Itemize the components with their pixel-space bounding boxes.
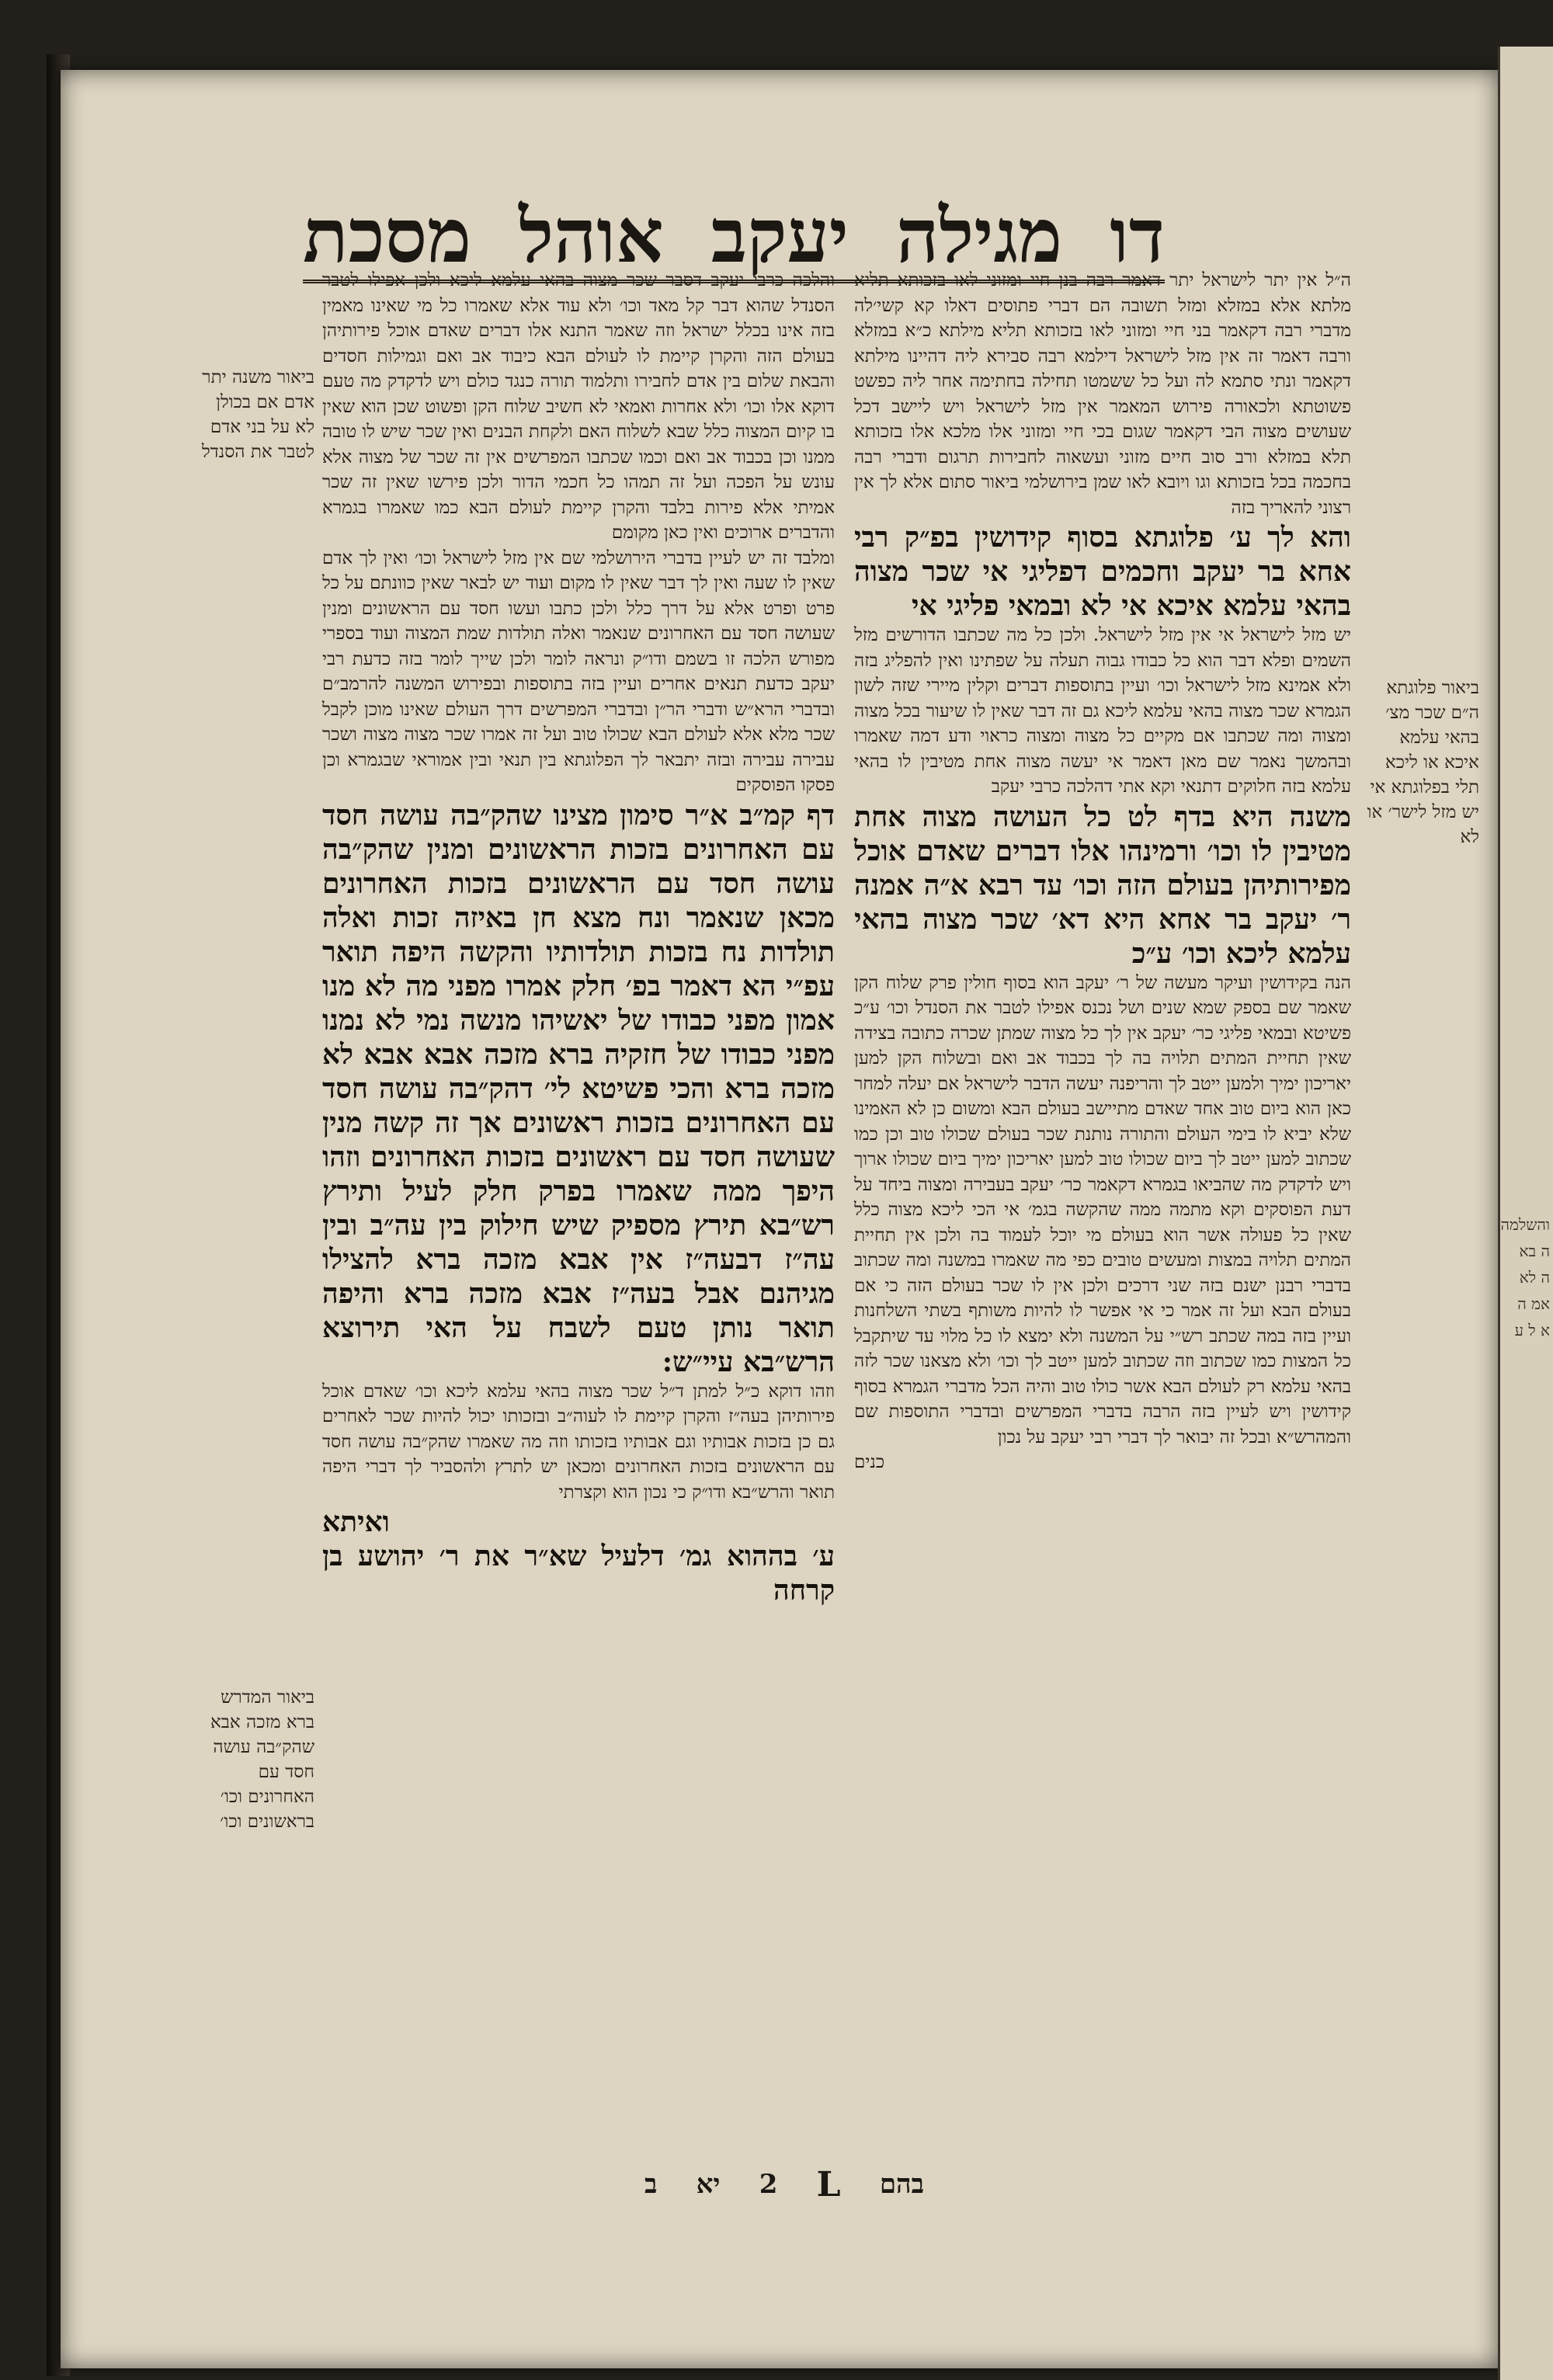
left-column-heading-end: ואיתא — [322, 1506, 390, 1538]
right-column-mishnah: משנה היא בדף לט כל העושה מצוה אחת מטיבין לו וכו׳ ורמינהו אלו דברים שאדם אוכל מפירותיהן בעולם הזה וכו׳ עד רבא א״ה אמנה ר׳ יעקב בר אחא היא דא׳ שכר מצוה בהאי עלמא ליכא וכו׳ ע״כ — [854, 800, 1351, 970]
right-column-text-mid: יש מזל לישראל אי אין מזל לישראל. ולכן כל מה שכתבו הדורשים מזל השמים ופלא דבר הוא כל כבודו גבוה תעלה על שפתינו ואין להפליג בזה ולא אמינא מזל לישראל וכו׳ ועיין בתוספות דברים וקלין מיירי שזה לשון הגמרא שכר מצוה בהאי עלמא ליכא גם זה דבר שאין לו שיעור בכל מצוה ומצוה ומה שכתבו אם מקיים כל מצוה ומצוה כראוי ודע דמה שאמרו ובהמשך נאמר שם מאן דאמר אי יעשה מצוה אחת מטיבין לו בהאי עלמא בזה חלוקים דתנאי וקא אתי דהלכה כרבי יעקב — [854, 625, 1351, 797]
right-column-catchword: כנים — [854, 1452, 885, 1472]
left-column-text-after: וזהו דוקא כ״ל למתן ד״ל שכר מצוה בהאי עלמא ליכא וכו׳ שאדם אוכל פירותיהן בעה״ז והקרן קיימת לו לעוה״ב ובזכותו יכול להיות שכר לאחרים גם כן בזכות אבותיו וגם אבותיו בזכותו וזה מה שאמרו שהק״בה עושה חסד עם הראשונים בזכות האחרונים ומכאן יש לתרץ ולהסביר לך דברי היפה תואר והרש״בא ודו״ק כי נכון הוא וקצרתי — [322, 1381, 835, 1503]
next-page-edge — [1498, 47, 1553, 2380]
left-column-text-mid: ומלבד זה יש לעיין בדברי הירושלמי שם אין מזל לישראל וכו׳ ואין לך אדם שאין לו שעה ואין לך דבר שאין לו מקום ועוד יש לבאר שאין כוונתם על כל פרט ופרט אלא על דרך כלל ולכן כתבו ועשו חסד עם הראשונים ומנין שעושה חסד עם האחרונים שנאמר ואלה תולדות שמת המצוה ועוד בספרי מפורש הלכה זו בשמם ודו״ק ונראה לומר ולכן שייך לומר בזה כדעת רבי יעקב כדעת תנאים אחרים ועיין בזה בתוספות ובפירוש המשנה להרמב״ם ובדברי הרא״ש ודברי הר״ן ובדברי המפרשים דרך העולם שאינו מוכן לקבל שכר מלא אלא לעולם הבא שכולו טוב ועל זה אמרו שכר מצוה מצוה ושכר עבירה עבירה ובזה יתבאר לך הפלוגתא בין תנאי ובין אמוראי שבגמרא וכן פסקו הפוסקים — [322, 547, 835, 795]
right-column-text-top: ה״ל אין יתר לישראל יתר דאמר רבה בנן חיי ומזוני לאו בזכותא תליא מלתא אלא במזלא ומזל תשובה הם דברי פתוסים דאלו קא קשי׳לה מדברי רבה דקאמר בני חיי ומזוני לאו בזכותא תליא מילתא כ״א במזלא ורבה דאמר זה אין מזל לישראל דילמא רבה סבירא ליה דהיינו מילתא דקאמר ונתי סתמא לה ועל כל ששמטו תחילה בחתימה אחר ליה כפשט פשוטתא ולכאורה פירוש המאמר אין מזל לישראל ויש ליישב דכל שעושים מצוה הבי דקאמר שגום בכי חיי ומזוני אלו מלכא אלו בזכותא תלא במזלא ורב סוב חיים מזוני ועשאוה לחבירות תרגום ודברי רבה בחכמה בכל בזכותא וגו ויובא לאו שמן בירושלמי ביאור סתום אלא לך אין רצוני להאריך בזה — [854, 270, 1351, 518]
signature-item-3: 2 — [759, 2169, 778, 2200]
right-column-text-bottom: הנה בקידושין ועיקר מעשה של ר׳ יעקב הוא בסוף חולין פרק שלוח הקן שאמר שם בספק שמא שנים ושל נכנס אפילו לטבר את הסנדל וכו׳ ע״כ פשיטא ובמאי פליגי כר׳ יעקב אין לך כל מצוה שמתן שכרה כתובה בצידה שאין תחיית המתים תלויה בה לך בכבוד אב ואם ובשלוח הקן למען יאריכון ימיך ולמען ייטב לך והריפנה יעשה הדבר לישראל אם יעלה למחר כאן הוא ביום טוב אחד שאדם מתיישב בעולם הבא ומשום כן לא האמינו שלא יביא לו בימי העולם והתורה נותנת שכר בעולם שכולו טוב וכן כמו שכתוב למען ייטב לך ביום שכולו טוב למען יאריכון ימיך ביום שכולו ארוך ויש לדקדק מה שהביאו בגמרא דקאמר כר׳ יעקב בעבירה ומצוה ביחד על דעת הפוסקים וקא מתמה ממה שהקשה בגמ׳ אי הכי ליכא מצוה כלל שאין כל פעולה אשר הוא בעולם מי יוכל לעמוד בה ולכן אין תחיית המתים תלויה במצות ומעשים טובים כפי מה שאמרו במשנה ומה שכתוב בדברי רבנן ישנם בזה שני דרכים ולכן אין לו שכר בעולם הזה כי אם בעולם הבא ועל זה אמר כי אי אפשר לו להיות משותף בשתי השלחנות ועיין בזה במה שכתב רש״י על המשנה ולא ימצא לו כל מלוי עד שיתקבל כל המצות כמו שכתוב וזה שכתוב למען ייטב לך וכו׳ ולא מצאנו שכר לזה בהאי עלמא רק לעולם הבא אשר כולו טוב והיה הכל מדברי הגמרא בסוף קידושין ויש לעיין בזה הרבה בדברי המפרשים ובדברי התוספות שם והמהרש״א ובכל זה יבואר לך דברי רבי יעקב על נכון — [854, 972, 1351, 1447]
next-page-edge-text: והשלמה ה בא ה לא אמ ה א ל ע — [1500, 1215, 1550, 1339]
left-column-gemara: דף קמ״ב א״ר סימון מצינו שהק״בה עושה חסד עם האחרונים בזכות הראשונים ומנין שהק״בה עושה חסד עם הראשונים בזכות האחרונים מכאן שנאמר ונח מצא חן באיזה זכות ואלה תולדות נח בזכות תולדותיו והקשה היפה תואר עפ״י הא דאמר בפ׳ חלק אמרו מפני מה לא מנו אמון מפני כבודו של יאשיהו מנשה נמי לא נמנו מפני כבודו של חזקיה ברא מזכה אבא אבא לא מזכה ברא והכי פשיטא לי׳ דהק״בה עושה חסד עם האחרונים בזכות ראשונים אך זה קשה מנין שעושה חסד עם ראשונים בזכות האחרונים וזהו היפך ממה שאמרו בפרק חלק לעיל ותירץ רש״בא תירץ מספיק שיש חילוק בין עה״ב ובין עה״ז דבעה״ז אין אבא מזכה ברא להצילו מגיהנם אבל בעה״ז אבא מזכה ברא והיפה תואר נותן טעם לשבח על האי תירוצא הרש״בא עיי״ש: — [322, 798, 835, 1378]
left-column-final-line: ע׳ בההוא גמ׳ דלעיל שא״ר את ר׳ יהושע בן קרחה — [322, 1540, 835, 1607]
left-column — [322, 268, 835, 2046]
running-head-book-2: יעקב — [710, 192, 849, 280]
margin-note-right: ביאור פלוגתא ה״ם שכר מצ׳ בהאי עלמא איכא או ליכא תלי בפלוגתא אי יש מזל לישר׳ או לא — [1367, 678, 1479, 847]
signature-item-2: L — [816, 2164, 841, 2205]
right-column-heading: והא לך ע׳ פלוגתא בסוף קידושין בפ״ק רבי אחא בר יעקב וחכמים דפליגי אי שכר מצוה בהאי עלמא איכא אי לא ובמאי פליגי אי — [854, 521, 1351, 622]
left-column-text-top: והלכה כרבי יעקב דסבר שכר מצוה בהאי עלמא ליכא ולכן אפילו לטבר הסנדל שהוא דבר קל מאד וכו׳ ולא עוד אלא שאמרו כל מי שאינו מאמין בזה אינו בכלל ישראל וזה שאמר התנא אלו דברים שאדם אוכל פירותיהן בעולם הזה והקרן קיימת לו לעולם הבא כיבוד אב ואם וגמילות חסדים והבאת שלום בין אדם לחבירו ותלמוד תורה כנגד כולם ויש לדקדק מה טעם דוקא אלו וכו׳ ולא אחרות ואמאי לא חשיב שלוח הקן ופשוט שכן הוא שאין בו קיום המצוה כלל שבא לשלוח האם ולקחת הבנים ואין שכר שיש לו טובה ממנו וכן בכבוד אב ואם וכמו שכתבו המפרשים אין זה שכר של מצוה אלא עונש על הפכה ועל זה תמהו כל חכמי הדור ולכן פירשו שאין זה שכר אמיתי אלא פירות בלבד והקרן קיימת לעולם הבא כמו שאמרו בגמרא והדברים ארוכים ואין כאן מקומם — [322, 270, 835, 543]
signature-item-4: יא — [696, 2169, 721, 2200]
running-head-title: מגילה — [896, 192, 1063, 280]
running-head-folio: דו — [1110, 192, 1165, 280]
right-column — [854, 268, 1351, 2069]
signature-item-5: ב — [644, 2169, 658, 2200]
running-head-tractate: מסכת — [303, 192, 472, 280]
margin-note-top-left: ביאור משנה יתר אדם אם בכולן לא על בני אדם לטבר את הסנדל — [201, 367, 314, 462]
running-head-book-1: אוהל — [519, 192, 664, 280]
margin-note-bottom-left: ביאור המדרש ברא מזכה אבא שהק״בה עושה חסד עם האחרונים וכו׳ בראשונים וכו׳ — [210, 1687, 314, 1832]
signature-line — [644, 2163, 924, 2206]
signature-item-1: בהם — [879, 2169, 924, 2200]
